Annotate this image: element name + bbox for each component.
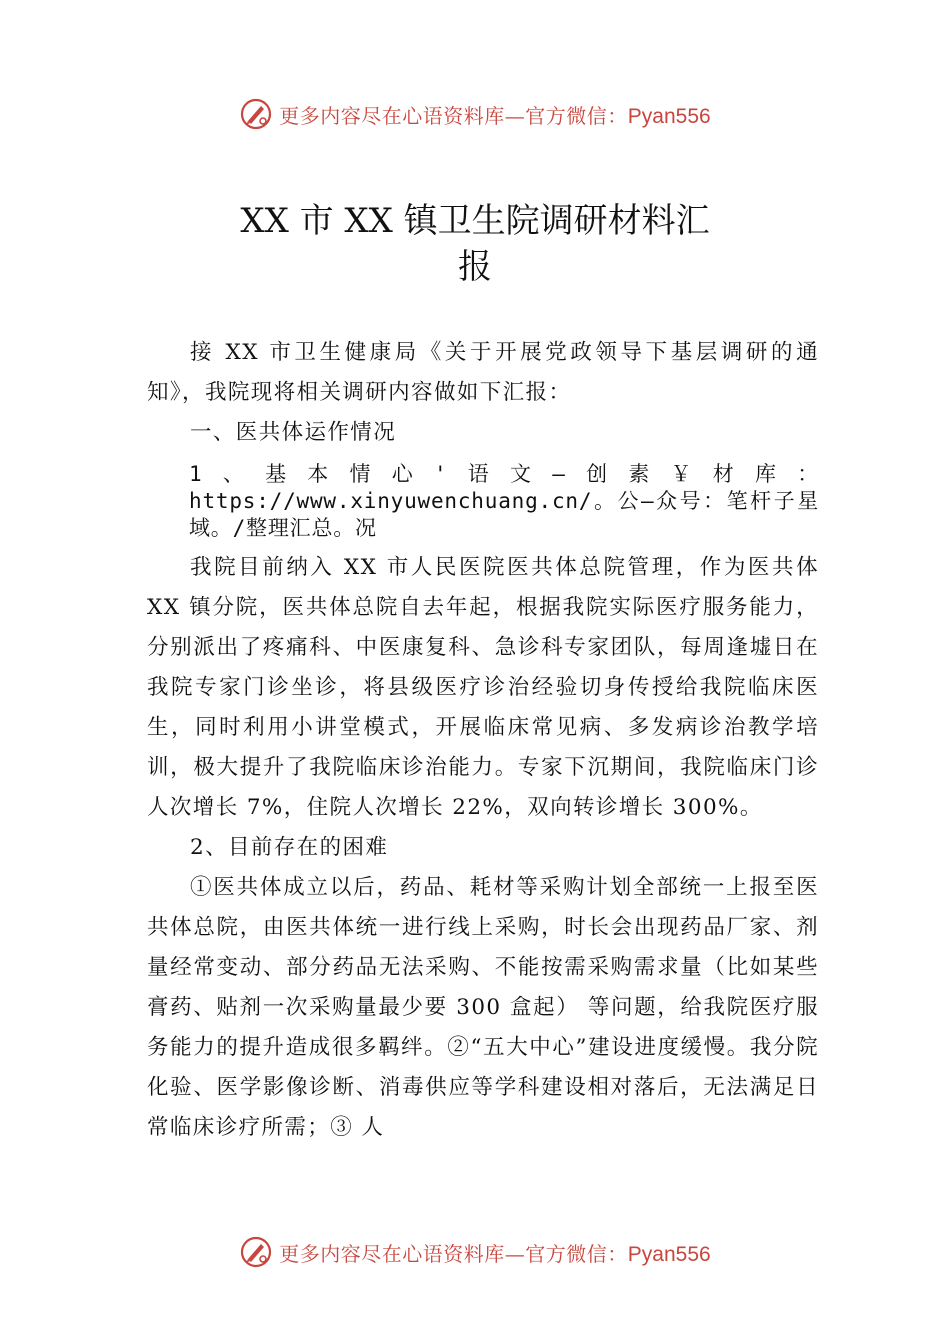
banner-label: 更多内容尽在心语资料库—官方微信：: [279, 103, 628, 128]
pen-seal-logo-icon: [239, 1235, 273, 1269]
banner-wechat-id: Pyan556: [627, 1242, 711, 1266]
banner-text: [279, 1238, 710, 1267]
banner-text: [279, 100, 710, 129]
banner-label: 更多内容尽在心语资料库—官方微信：: [279, 1241, 628, 1266]
document-title: [0, 198, 950, 290]
header-banner: [0, 94, 950, 134]
banner-wechat-id: Pyan556: [627, 104, 711, 128]
document-body: [147, 333, 819, 1148]
intro-paragraph: 接 XX 市卫生健康局《关于开展党政领导下基层调研的通知》，我院现将相关调研内容做如下汇报：: [147, 340, 819, 405]
section-heading-1: 一、医共体运作情况: [190, 420, 397, 445]
item-heading-1: 1、基本情心'语文—创素￥材库：https://www.xinyuwenchuang.cn/。公—众号：笔杆子星域。/整理汇总。况: [189, 462, 819, 540]
title-line-2: 报: [458, 247, 492, 287]
title-line-1: XX 市 XX 镇卫生院调研材料汇: [240, 201, 710, 241]
footer-banner: [0, 1232, 950, 1272]
item-body-2: ①医共体成立以后，药品、耗材等采购计划全部统一上报至医共体总院，由医共体统一进行线上采购，时长会出现药品厂家、剂量经常变动、部分药品无法采购、不能按需采购需求量（比如某些膏药、贴剂一次采购量最少要 300 盒起） 等问题，给我院医疗服务能力的提升造成很多羁绊。②“五大中心”建设进度缓慢。我分院化验、医学影像诊断、消毒供应等学科建设相对落后，无法满足日常临床诊疗所需；③ 人: [147, 875, 819, 1140]
item-body-1: 我院目前纳入 XX 市人民医院医共体总院管理，作为医共体 XX 镇分院，医共体总院自去年起，根据我院实际医疗服务能力，分别派出了疼痛科、中医康复科、急诊科专家团队，每周逢墟日在我院专家门诊坐诊，将县级医疗诊治经验切身传授给我院临床医生，同时利用小讲堂模式，开展临床常见病、多发病诊治教学培训，极大提升了我院临床诊治能力。专家下沉期间，我院临床门诊人次增长 7%，住院人次增长 22%，双向转诊增长 300%。: [147, 555, 819, 820]
item-heading-2: 2、目前存在的困难: [190, 835, 389, 860]
pen-seal-logo-icon: [239, 97, 273, 131]
